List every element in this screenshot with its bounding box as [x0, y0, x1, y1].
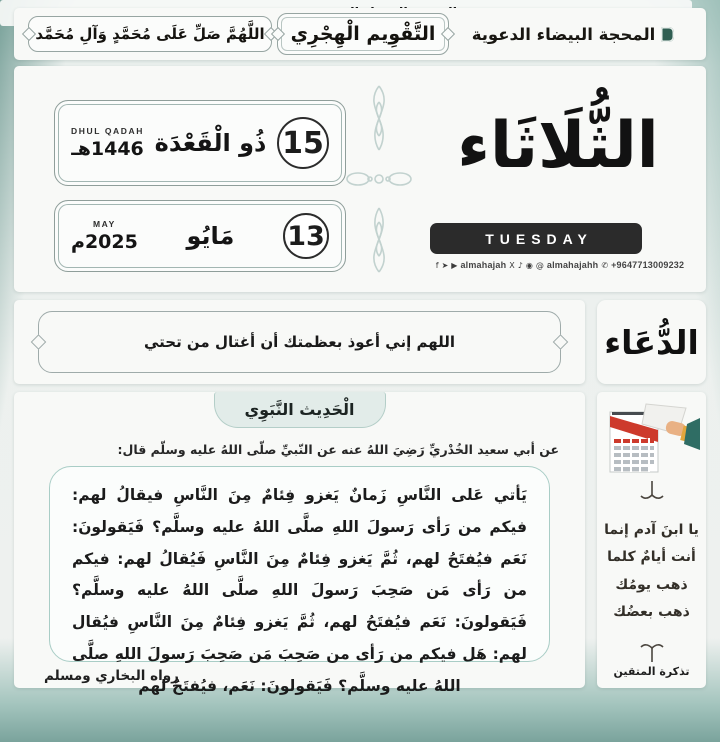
social-handle-2: almahajahh: [546, 260, 599, 270]
ornament-flourish-icon: [344, 80, 414, 278]
hadith-narrator: عن أبي سعيد الخُدْريِّ رَضِيَ اللهُ عنه عن النّبيِّ صلّى اللهُ عليه وسلّم قال:: [117, 442, 559, 457]
quran-book-icon: [661, 27, 674, 42]
gregorian-year: 2025م: [71, 231, 138, 253]
whatsapp-icon: ✆: [601, 260, 609, 270]
gregorian-date-box: [54, 200, 346, 272]
hadith-label: الْحَدِيث النَّبَوِي: [244, 400, 355, 419]
telegram-icon: ➤: [441, 260, 449, 270]
social-handle-1: almahajah: [460, 260, 507, 270]
dua-label-box: [597, 300, 706, 384]
date-weekday-panel: [14, 66, 706, 292]
hijri-calendar-title-plaque: [277, 13, 449, 55]
hadith-panel: [14, 392, 585, 695]
divider-ornament-top-icon: [639, 479, 665, 503]
hijri-day-circle: 15: [277, 117, 329, 169]
weekday-arabic: الثُّلَاثَاء: [457, 109, 659, 183]
org-name: المحجة البيضاء الدعوية: [471, 24, 656, 44]
instagram-icon: ◉: [525, 260, 533, 270]
hijri-month-english: DHUL QADAH: [71, 126, 144, 136]
salawat-plaque: [28, 16, 272, 52]
whatsapp-number: +9647713009232: [611, 260, 685, 270]
dua-label: الدُّعَاء: [604, 322, 699, 362]
sidebar-quote: يا ابنَ آدم إنما أنت أيامٌ كلما ذهب يومُك ذهب بعضُك: [604, 521, 699, 620]
org-logo: [454, 25, 692, 44]
social-media-row: [410, 260, 710, 270]
hijri-date-box: [54, 100, 346, 186]
x-icon: X: [509, 260, 515, 270]
sidebar-quote-source: تذكرة المتقين: [613, 665, 690, 678]
hijri-month-year: [71, 126, 144, 160]
youtube-icon: ▶: [451, 260, 458, 270]
gregorian-month-arabic: مَايُو: [186, 222, 235, 250]
hijri-month-arabic: ذُو الْقَعْدَة: [154, 129, 267, 157]
divider-ornament-bottom-icon: [639, 640, 665, 664]
salawat-text: اللَّهُمَّ صَلِّ عَلَى مُحَمَّدٍ وَآلِ مُحَمَّد: [35, 25, 265, 43]
gregorian-day-circle: 13: [283, 213, 329, 259]
calendar-tear-illustration: [604, 400, 700, 478]
gregorian-month-english: MAY: [92, 219, 116, 229]
page-title: التَّقْوِيم الْهِجْرِي: [290, 23, 436, 45]
reminder-sidebar: [597, 392, 706, 688]
gregorian-month-year: [71, 219, 138, 253]
hijri-year: 1446هـ: [71, 138, 144, 160]
dua-panel: [14, 300, 585, 384]
facebook-icon: f: [435, 260, 439, 270]
calendar-hand-icon: [604, 400, 700, 478]
hadith-section-badge: [214, 392, 386, 428]
tiktok-icon: ♪: [517, 260, 523, 270]
weekday-english-badge: TUESDAY: [430, 223, 642, 254]
header-strip: [14, 8, 706, 60]
hadith-attribution: رواه البخاري ومسلم: [44, 668, 179, 684]
dua-text: اللهم إني أعوذ بعظمتك أن أغتال من تحتي: [143, 333, 456, 351]
threads-icon: @: [535, 260, 544, 270]
hadith-text: يَأتي عَلى النَّاسِ زَمانٌ يَغزو فِئامٌ مِنَ النَّاسِ فيقالُ لهم: فيكم من رَأى رَسولَ اللهِ صلَّى اللهُ عليه وسلَّم؟ فَيَقولونَ: نَعَم فيُفتَحُ لهم، ثُمَّ يَغزو فِئامٌ مِنَ النَّاسِ فَيُقالُ لهم: فيكم من رَأى مَن صَحِبَ رَسولَ اللهِ صلَّى اللهُ عليه وسلَّم؟ فَيَقولونَ: نَعَم فيُفتَحُ لهم، ثُمَّ يَغزو فِئامٌ مِنَ النَّاسِ فيُقال لهم: هَل فيكم من رَأى من صَحِبَ مَن صَحِبَ رَسولَ اللهِ صلَّى اللهُ عليه وسلَّم؟ فَيَقولونَ: نَعَم، فيُفتَحُ لهم: [72, 486, 527, 695]
dua-ornamental-frame: [38, 311, 561, 373]
